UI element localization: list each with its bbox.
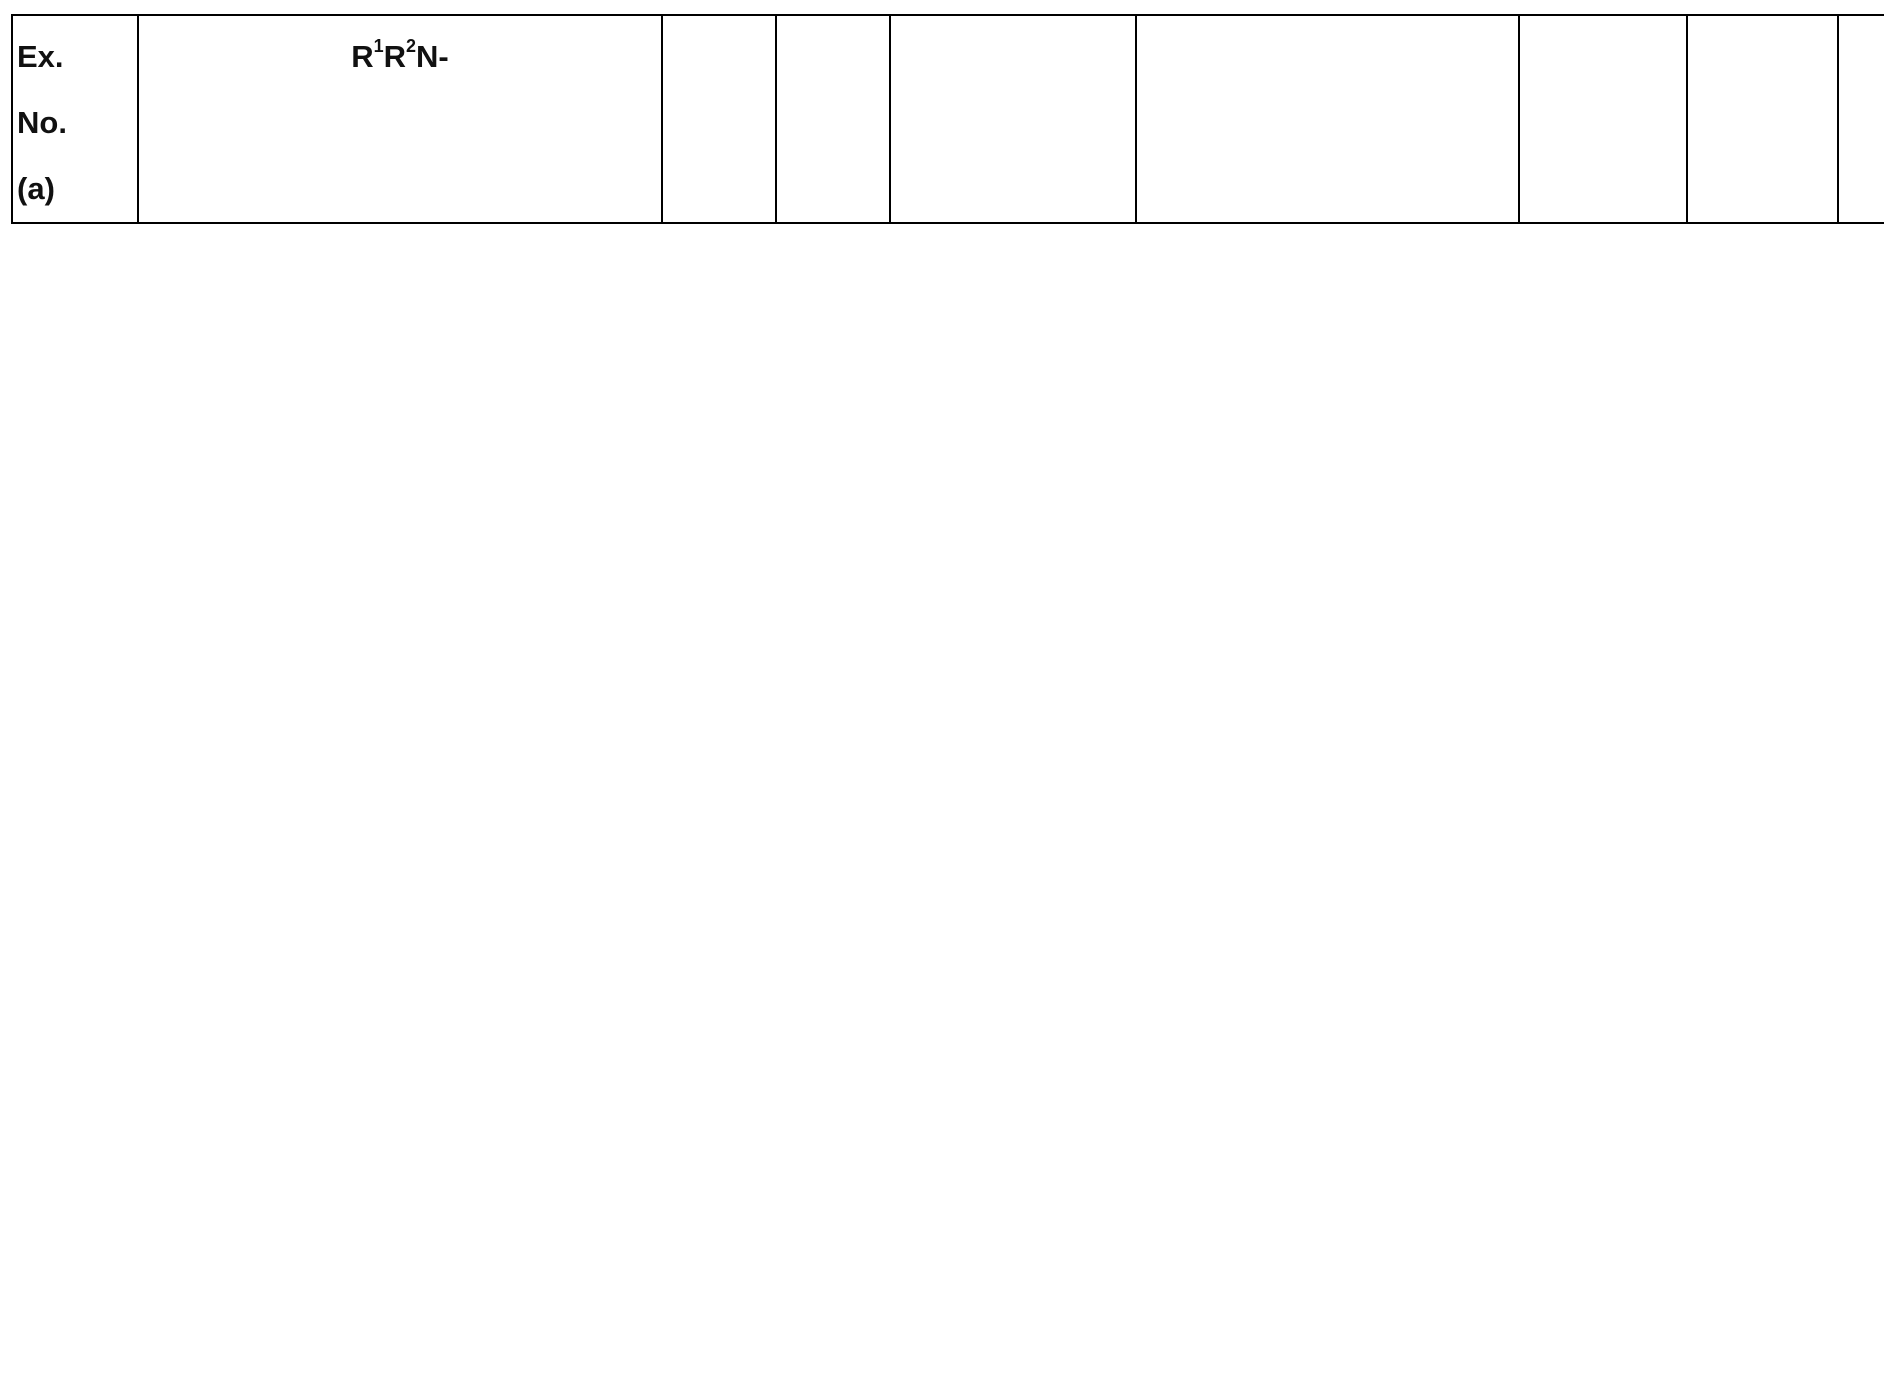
header-r3so2 <box>662 15 776 223</box>
header-r1r2n-tail: N- <box>416 39 449 74</box>
header-ex-no <box>12 15 138 223</box>
header-ex-line2: No. <box>17 105 67 140</box>
header-starting-material <box>890 15 1136 223</box>
header-ex-line1: Ex. <box>17 39 64 74</box>
header-lcms-rt <box>1838 15 1884 223</box>
header-row <box>12 15 1884 223</box>
header-r1r2n-sup1: 1 <box>373 35 384 56</box>
header-r1r2n-r: R <box>351 39 374 74</box>
header-lcms-mh <box>1687 15 1838 223</box>
header-amine-reagent <box>1136 15 1519 223</box>
header-r20 <box>776 15 890 223</box>
data-table <box>11 14 1884 224</box>
header-ex-line3: (a) <box>17 171 55 206</box>
header-r1r2n <box>138 15 662 223</box>
header-r1r2n-r2: R <box>383 39 407 74</box>
header-r1r2n-sup2: 2 <box>406 35 417 56</box>
header-isolation-method <box>1519 15 1687 223</box>
